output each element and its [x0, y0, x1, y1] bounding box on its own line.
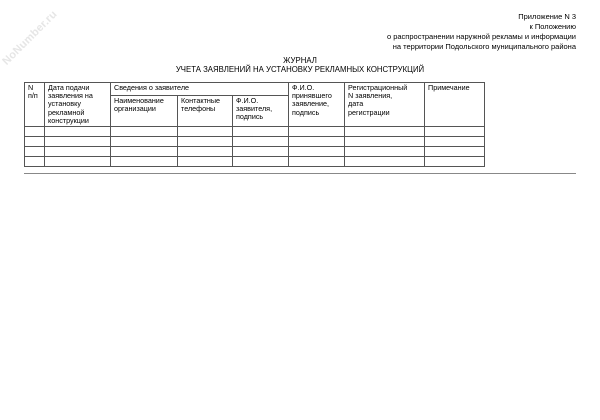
header-text-line: Контактные: [181, 95, 221, 105]
header-text-line: заявление,: [292, 99, 330, 109]
table-cell: [289, 147, 345, 157]
appendix-line: на территории Подольского муниципального района: [392, 42, 576, 51]
table-body: [25, 127, 485, 167]
header-text-line: Дата подачи: [48, 83, 90, 92]
table-cell: [233, 137, 289, 147]
header-text-line: Примечание: [428, 83, 470, 92]
table-cell: [111, 137, 178, 147]
header-text: [348, 84, 421, 117]
table-cell: [233, 127, 289, 137]
table-cell: [289, 137, 345, 147]
header-text-line: подпись: [292, 107, 320, 117]
header-text-line: установку: [48, 99, 81, 109]
header-organization: [111, 95, 178, 126]
appendix-line: о распространении наружной рекламы и информации: [386, 32, 576, 41]
table-cell: [233, 157, 289, 167]
table-row: [25, 157, 485, 167]
header-text-line: рекламной: [48, 107, 85, 117]
header-date: [45, 83, 111, 127]
table-cell: [289, 157, 345, 167]
header-text-line: N заявления,: [348, 91, 393, 101]
table-cell: [178, 157, 233, 167]
header-text: [181, 97, 229, 113]
header-text-line: N: [28, 83, 34, 92]
header-text: [236, 97, 285, 122]
table-cell: [425, 137, 485, 147]
table-cell: [178, 137, 233, 147]
table-cell: [45, 137, 111, 147]
header-registration: [345, 83, 425, 127]
table-cell: [425, 157, 485, 167]
journal-subtitle: УЧЕТА ЗАЯВЛЕНИЙ НА УСТАНОВКУ РЕКЛАМНЫХ КОНСТРУКЦИЙ: [175, 65, 425, 74]
table-cell: [345, 137, 425, 147]
header-receiver: [289, 83, 345, 127]
table-row: [25, 137, 485, 147]
table-cell: [45, 157, 111, 167]
header-text-line: Ф.И.О.: [292, 83, 315, 92]
table-cell: [111, 147, 178, 157]
header-text-line: регистрации: [348, 107, 390, 117]
table-cell: [25, 137, 45, 147]
header-text-line: конструкции: [48, 115, 89, 125]
header-text: [428, 84, 481, 92]
header-text-line: телефоны: [181, 103, 216, 113]
table-cell: [178, 147, 233, 157]
header-number: [25, 83, 45, 127]
header-text-line: дата: [348, 99, 364, 109]
header-text-line: подпись: [236, 111, 264, 121]
table-cell: [345, 157, 425, 167]
appendix-line: Приложение N 3: [518, 12, 576, 21]
header-text: [114, 97, 174, 113]
header-note: [425, 83, 485, 127]
header-text: [292, 84, 341, 117]
header-applicant-group: Сведения о заявителе: [111, 83, 289, 96]
watermark: NoNumber.ru: [0, 8, 60, 68]
table-cell: [45, 147, 111, 157]
header-text-line: п/п: [28, 91, 38, 101]
table-cell: [425, 127, 485, 137]
header-text-line: Наименование: [114, 95, 164, 105]
table-cell: [233, 147, 289, 157]
table-cell: [25, 147, 45, 157]
header-text: [28, 84, 41, 100]
register-table: [24, 82, 485, 167]
table-cell: [178, 127, 233, 137]
header-text-line: организации: [114, 103, 156, 113]
page-divider: [24, 173, 576, 174]
header-phones: [178, 95, 233, 126]
table-cell: [111, 157, 178, 167]
header-text-line: заявителя,: [236, 103, 273, 113]
table-row: [25, 147, 485, 157]
table-cell: [425, 147, 485, 157]
header-text-line: Ф.И.О.: [236, 95, 259, 105]
journal-heading: [0, 56, 600, 74]
table-cell: [45, 127, 111, 137]
table-cell: [25, 157, 45, 167]
header-applicant-name: [233, 95, 289, 126]
table-header-row: [25, 83, 485, 96]
header-text-line: принявшего: [292, 91, 332, 101]
appendix-line: к Положению: [529, 22, 576, 31]
appendix-note: [387, 12, 576, 52]
table-row: [25, 127, 485, 137]
table-cell: [289, 127, 345, 137]
table-cell: [345, 147, 425, 157]
table-cell: [25, 127, 45, 137]
table-cell: [111, 127, 178, 137]
header-text-line: заявления на: [48, 91, 93, 101]
journal-title: ЖУРНАЛ: [283, 56, 317, 65]
header-text: [48, 84, 107, 125]
table-cell: [345, 127, 425, 137]
header-text-line: Регистрационный: [348, 83, 408, 92]
